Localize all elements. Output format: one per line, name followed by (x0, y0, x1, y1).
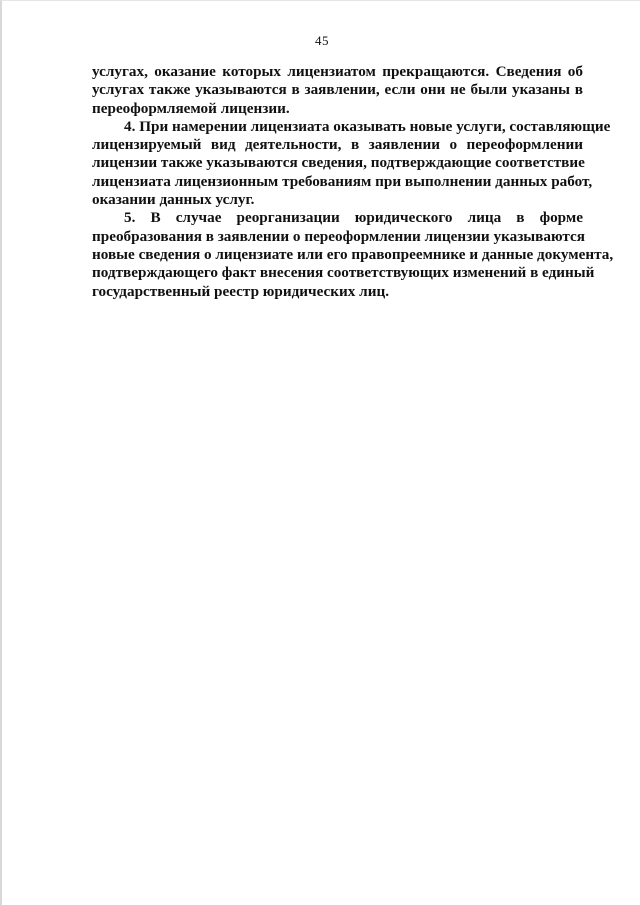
paragraph-1 (92, 63, 583, 118)
body-text (92, 63, 614, 301)
text-line: лицензируемый вид деятельности, в заявлении о переоформлении (92, 136, 583, 154)
paragraph-3 (92, 209, 614, 300)
text-line: 5. В случае реорганизации юридического лица в форме (124, 209, 583, 227)
page-number: 45 (315, 33, 329, 48)
text-line: новые сведения о лицензиате или его правопреемнике и данные документа, (92, 245, 614, 263)
text-line: государственный реестр юридических лиц. (92, 282, 389, 300)
text-line: 4. При намерении лицензиата оказывать новые услуги, составляющие (124, 117, 611, 135)
text-line: подтверждающего факт внесения соответствующих изменений в единый (92, 264, 595, 282)
text-line: услугах, оказание которых лицензиатом прекращаются. Сведения об (92, 63, 583, 80)
text-line: лицензии также указываются сведения, подтверждающие соответствие (92, 154, 585, 172)
text-line: переоформляемой лицензии. (92, 99, 290, 117)
text-line: лицензиата лицензионным требованиям при выполнении данных работ, (92, 172, 593, 190)
text-line: оказании данных услуг. (92, 191, 255, 209)
paragraph-2 (92, 117, 611, 209)
text-line: услугах также указываются в заявлении, если они не были указаны в (92, 81, 583, 99)
text-line: преобразования в заявлении о переоформлении лицензии указываются (92, 227, 585, 245)
